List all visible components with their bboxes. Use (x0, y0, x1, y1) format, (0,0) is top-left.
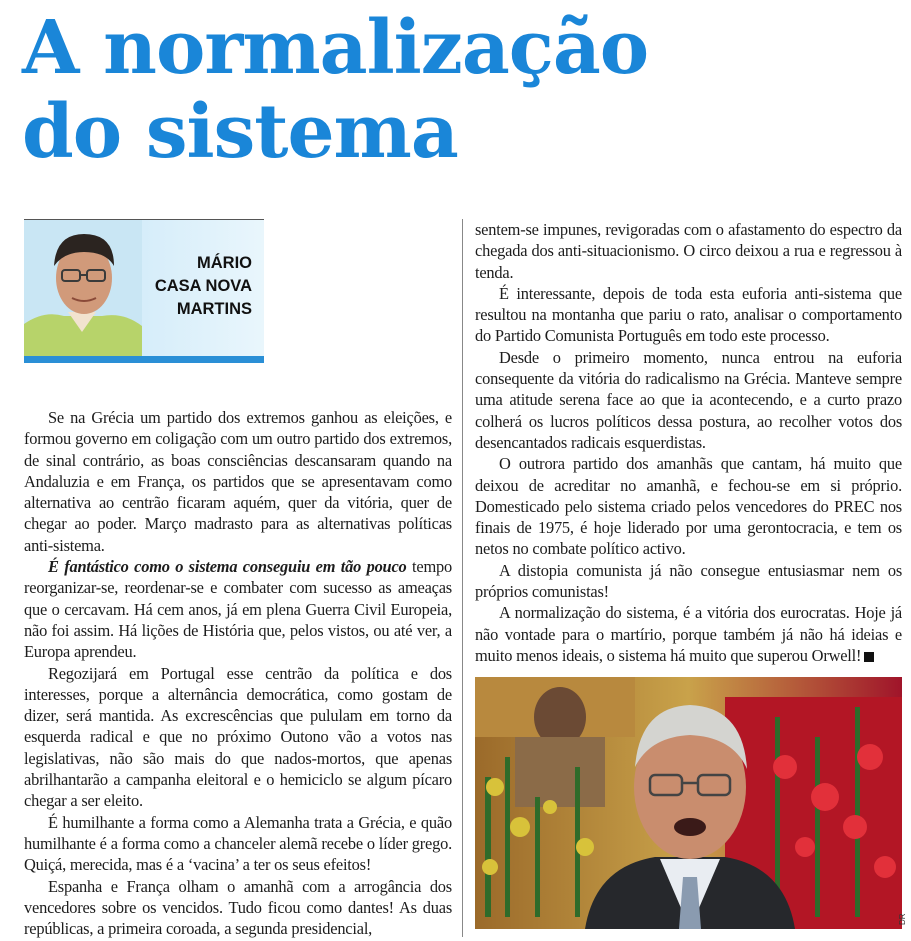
paragraph-4: É humilhante a forma como a Alemanha trata a Grécia, e quão humilhante é a forma como a chanceler alemã recebe o líder grego. Quiçá, merecida, mas é a ‘vacina’ a ter os seus efeitos! (24, 812, 452, 875)
photo-credit: DR (898, 913, 907, 925)
paragraph-2 (24, 556, 452, 662)
author-name-line-1: MÁRIO (197, 254, 252, 272)
byline-accent-bar (24, 356, 264, 363)
author-name-line-2: CASA NOVA (154, 277, 252, 295)
paragraph-3: Regozijará em Portugal esse centrão da política e dos interesses, porque a alternância democrática, como gostam de dizer, será mantida. As excrescências que pululam em torno da esquerda radical e que no próximo Outono vão a votos nas legislativas, não são mais do que nados-mortos, que apenas abrilhantarão a campanha eleitoral e o hemiciclo se algum pícaro chegar a ser eleito. (24, 663, 452, 811)
paragraph-11-text: A normalização do sistema, é a vitória dos eurocratas. Hoje já não vontade para o martírio, porque também já não há ideias e muito menos ideais, o sistema há muito que superou Orwell! (475, 603, 902, 665)
article-column-left (24, 407, 452, 939)
paragraph-9: O outrora partido dos amanhãs que cantam, há muito que deixou de acreditar no amanhã, e fechou-se em si próprio. Domesticado pelo sistema criado pelos vencedores do PREC nos finais de 1975, é hoje liderado por uma gerontocracia, e tem os netos no combate político activo. (475, 454, 902, 559)
article-column-right (475, 219, 902, 666)
headline (22, 6, 902, 174)
paragraph-11 (475, 602, 902, 666)
paragraph-7: É interessante, depois de toda esta euforia anti-sistema que resultou na montanha que pariu o rato, analisar o comportamento do Partido Comunista Português em todo este processo. (475, 283, 902, 346)
author-name-line-3: MARTINS (176, 300, 252, 318)
author-portrait (24, 220, 142, 356)
article-photo (475, 677, 902, 929)
paragraph-8: Desde o primeiro momento, nunca entrou na euforia consequente da vitória do radicalismo na Grécia. Manteve sempre uma atitude serena face ao que ia acontecendo, e a curto prazo colherá os lucros políticos dessa postura, ao recolher votos dos desencantados radicais esquerdistas. (475, 347, 902, 452)
headline-line-2: do sistema (22, 89, 458, 175)
end-of-article-mark (864, 652, 874, 662)
author-name (155, 252, 252, 321)
headline-line-1: A normalização (22, 5, 649, 91)
paragraph-10: A distopia comunista já não consegue entusiasmar nem os próprios comunistas! (475, 560, 902, 602)
column-divider (462, 219, 463, 937)
paragraph-5: Espanha e França olham o amanhã com a arrogância dos vencedores sobre os vencidos. Tudo ficou como dantes! As duas repúblicas, a primeira coroada, a segunda presidencial, (24, 876, 452, 939)
author-byline-box (24, 219, 264, 363)
paragraph-6: sentem-se impunes, revigoradas com o afastamento do espectro da chegada dos anti-situacionismo. O circo deixou a rua e regressou à tenda. (475, 220, 902, 282)
paragraph-1: Se na Grécia um partido dos extremos ganhou as eleições, e formou governo em coligação com um outro partido dos extremos, de sinal contrário, as boas consciências descansaram quando na Andaluzia e em França, os partidos que se apresentavam como alternativa ao centrão ficaram aquém, quer da vitória, quer de chegar ao poder. Março madrasto para as alternativas políticas anti-sistema. (24, 408, 452, 555)
paragraph-2-body: tempo reorganizar-se, reordenar-se e combater com sucesso as ameaças que o cercavam. Há cem anos, já em plena Guerra Civil Europeia, não foi assim. Há lições de História que, pelos vistos, ou até ver, a Europa aprendeu. (24, 557, 452, 662)
paragraph-2-lead-in: É fantástico como o sistema conseguiu em tão pouco (48, 557, 407, 577)
